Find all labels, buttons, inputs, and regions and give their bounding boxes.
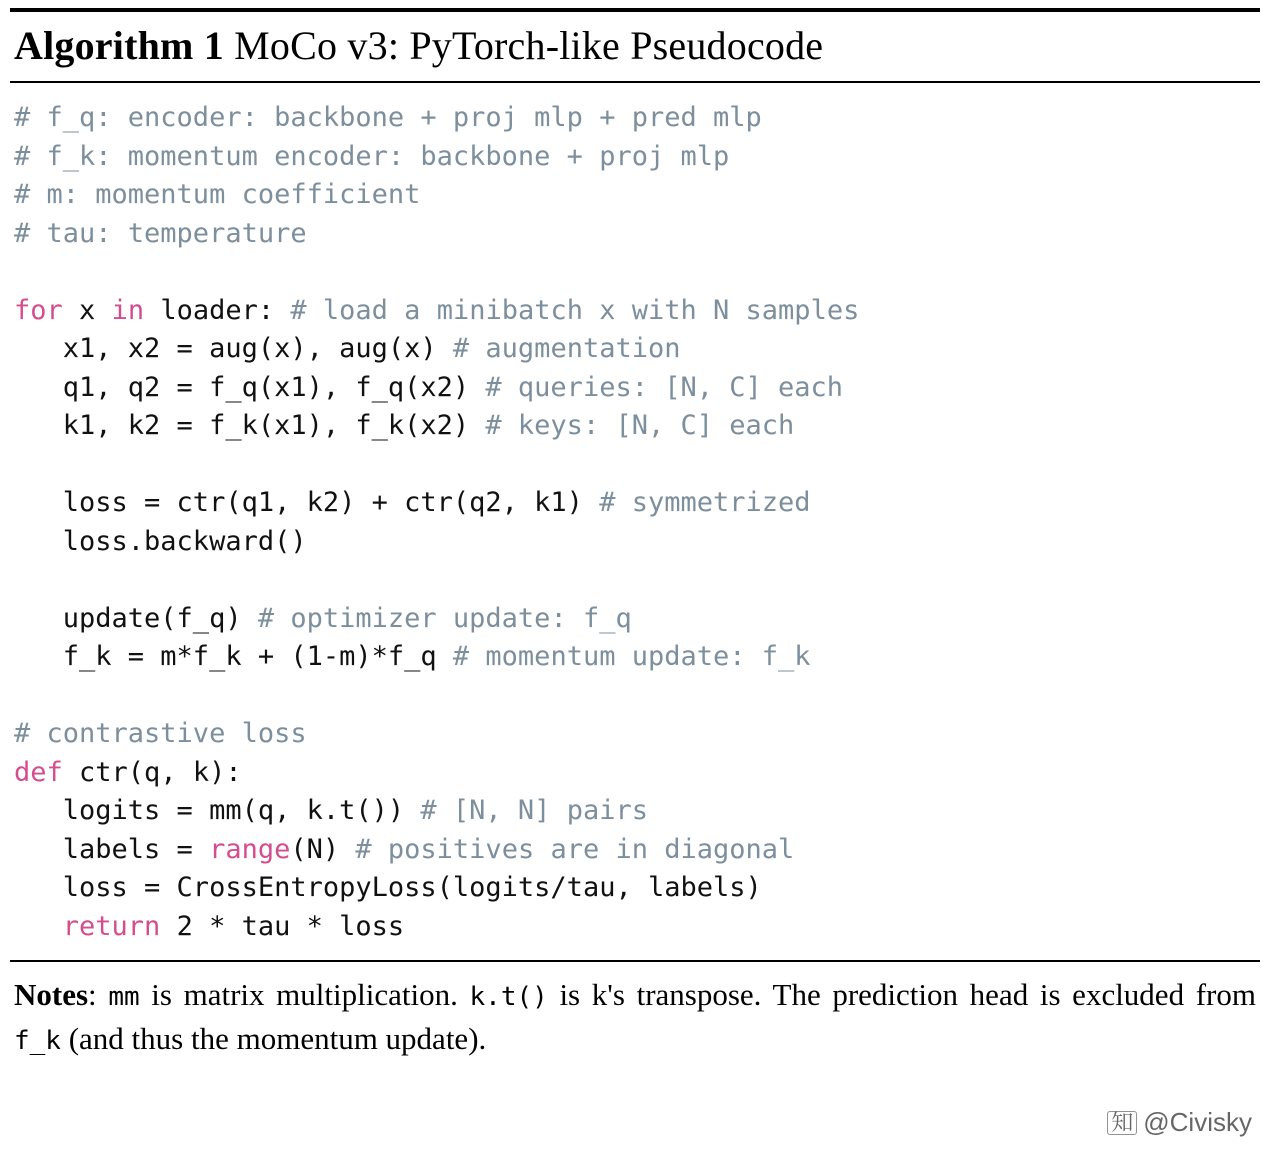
code-line: q1, q2 = f_q(x1), f_q(x2) # queries: [N, C] each — [14, 371, 844, 403]
pseudocode-area — [10, 83, 1260, 960]
code-line: logits = mm(q, k.t()) # [N, N] pairs — [14, 795, 648, 826]
code-line: k1, k2 = f_k(x1), f_k(x2) # keys: [N, C] each — [14, 410, 795, 441]
code-line: f_k = m*f_k + (1-m)*f_q # momentum update: f_k — [14, 641, 811, 672]
code-line: for x in loader: # load a minibatch x with N samples — [14, 294, 860, 326]
code-line: # contrastive loss — [14, 718, 307, 749]
watermark-text: @Civisky — [1143, 1107, 1252, 1137]
algorithm-title-rest: MoCo v3: PyTorch-like Pseudocode — [223, 23, 824, 68]
code-line: labels = range(N) # positives are in diagonal — [14, 833, 795, 865]
notes-paragraph — [10, 962, 1260, 1062]
code-line: update(f_q) # optimizer update: f_q — [14, 602, 632, 634]
code-line: x1, x2 = aug(x), aug(x) # augmentation — [14, 333, 681, 364]
code-blank-line — [14, 564, 30, 595]
watermark — [1107, 1107, 1252, 1138]
code-line: # tau: temperature — [14, 217, 307, 249]
code-line: def ctr(q, k): — [14, 756, 242, 788]
notes-label: Notes — [14, 977, 89, 1012]
code-line: # f_q: encoder: backbone + proj mlp + pred mlp — [14, 102, 762, 133]
notes-text: : mm is matrix multiplication. k.t() is k's transpose. The prediction head is excluded from f_k (and thus the momentum update). — [14, 977, 1256, 1056]
code-line: loss.backward() — [14, 525, 307, 557]
algorithm-title — [10, 12, 1260, 81]
zhihu-logo-icon: 知 — [1107, 1111, 1137, 1135]
code-blank-line — [14, 680, 30, 711]
code-line: return 2 * tau * loss — [14, 910, 405, 942]
code-line: loss = CrossEntropyLoss(logits/tau, labels) — [14, 872, 762, 903]
algorithm-title-bold: Algorithm 1 — [14, 23, 224, 68]
algorithm-block — [10, 8, 1260, 1062]
pseudocode-listing — [14, 99, 1256, 946]
code-line: loss = ctr(q1, k2) + ctr(q2, k1) # symmetrized — [14, 487, 811, 518]
code-blank-line — [14, 449, 30, 480]
code-line: # m: momentum coefficient — [14, 179, 421, 210]
code-line: # f_k: momentum encoder: backbone + proj mlp — [14, 140, 730, 172]
code-blank-line — [14, 256, 30, 287]
